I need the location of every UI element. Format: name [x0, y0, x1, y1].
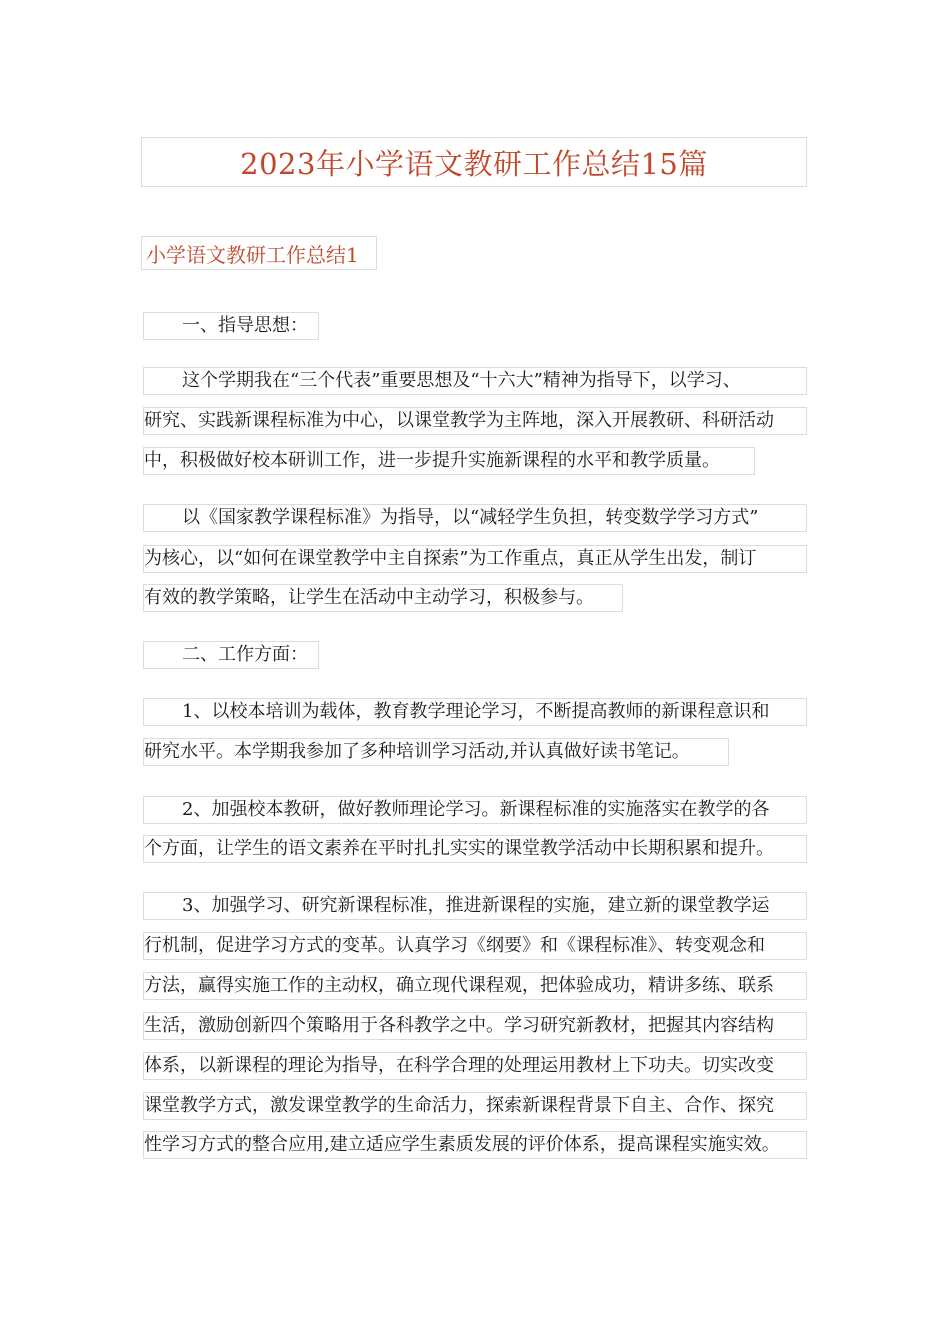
paragraph-1-line-1: 这个学期我在“三个代表”重要思想及“十六大”精神为指导下，以学习、 [143, 367, 807, 395]
item-3-line-4: 生活，激励创新四个策略用于各科教学之中。学习研究新教材，把握其内容结构 [143, 1012, 807, 1040]
paragraph-2-line-3: 有效的教学策略，让学生在活动中主动学习，积极参与。 [143, 584, 623, 612]
paragraph-1-line-2: 研究、实践新课程标准为中心，以课堂教学为主阵地，深入开展教研、科研活动 [143, 407, 807, 435]
section-title-box [141, 236, 377, 270]
item-1-line-2: 研究水平。本学期我参加了多种培训学习活动,并认真做好读书笔记。 [143, 738, 729, 766]
item-3-line-6: 课堂教学方式，激发课堂教学的生命活力，探索新课程背景下自主、合作、探究 [143, 1092, 807, 1120]
heading-guiding-ideology: 一、指导思想： [143, 312, 319, 340]
item-3-line-2: 行机制，促进学习方式的变革。认真学习《纲要》和《课程标准》、转变观念和 [143, 932, 807, 960]
item-1-line-1: 1、以校本培训为载体，教育教学理论学习，不断提高教师的新课程意识和 [143, 698, 807, 726]
item-3-line-5: 体系，以新课程的理论为指导，在科学合理的处理运用教材上下功夫。切实改变 [143, 1052, 807, 1080]
section-title: 小学语文教研工作总结1 [146, 242, 359, 267]
item-2-line-2: 个方面，让学生的语文素养在平时扎扎实实的课堂教学活动中长期积累和提升。 [143, 835, 807, 863]
document-title: 2023年小学语文教研工作总结15篇 [240, 146, 708, 181]
item-3-line-7: 性学习方式的整合应用,建立适应学生素质发展的评价体系，提高课程实施实效。 [143, 1131, 807, 1159]
paragraph-2-line-2: 为核心，以“如何在课堂教学中主自探索”为工作重点，真正从学生出发，制订 [143, 545, 807, 573]
item-3-line-1: 3、加强学习、研究新课程标准，推进新课程的实施，建立新的课堂教学运 [143, 892, 807, 920]
paragraph-1-line-3: 中，积极做好校本研训工作，进一步提升实施新课程的水平和教学质量。 [143, 447, 755, 475]
paragraph-2-line-1: 以《国家教学课程标准》为指导，以“减轻学生负担，转变数学学习方式” [143, 504, 807, 532]
title-box [141, 137, 807, 187]
item-3-line-3: 方法，赢得实施工作的主动权，确立现代课程观，把体验成功，精讲多练、联系 [143, 972, 807, 1000]
heading-work-aspects: 二、工作方面： [143, 641, 319, 669]
item-2-line-1: 2、加强校本教研，做好教师理论学习。新课程标准的实施落实在教学的各 [143, 796, 807, 824]
